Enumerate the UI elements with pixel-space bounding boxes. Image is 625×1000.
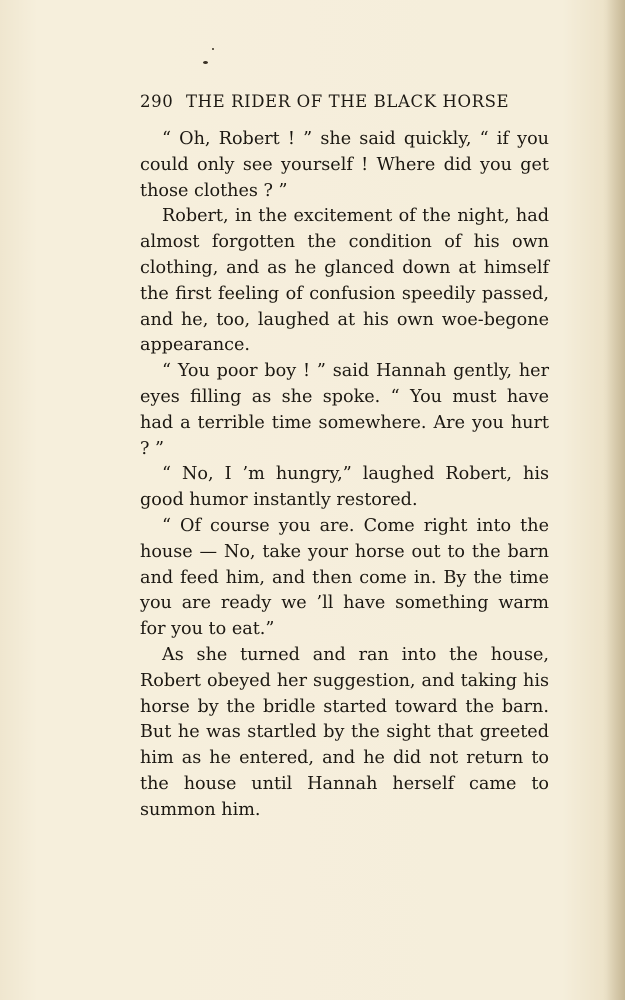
page-edge-shadow bbox=[603, 0, 625, 1000]
paragraph: “ Of course you are. Come right into the house — No, take your horse out to the barn and feed him, and then come in. By the time you are ready we ’ll have something warm for you to eat.” bbox=[140, 515, 549, 640]
paragraph: “ No, I ’m hungry,” laughed Robert, his good humor instantly restored. bbox=[140, 464, 549, 511]
paragraph: “ You poor boy ! ” said Hannah gently, her eyes filling as she spoke. “ You must have had a terrible time somewhere. Are you hurt ? ” bbox=[140, 361, 549, 459]
ink-speck bbox=[212, 48, 214, 50]
paragraph: “ Oh, Robert ! ” she said quickly, “ if you could only see yourself ! Where did you get those clothes ? ” bbox=[140, 129, 549, 201]
page-number: 290 bbox=[140, 92, 174, 111]
running-title: THE RIDER OF THE BLACK HORSE bbox=[186, 92, 510, 111]
body-text bbox=[140, 127, 549, 824]
running-header bbox=[140, 92, 550, 118]
paragraph: Robert, in the excitement of the night, had almost forgotten the condition of his own clothing, and as he glanced down at himself the first feeling of confusion speedily passed, and he, too, laughed at his own woe-begone appearance. bbox=[140, 206, 549, 356]
ink-speck bbox=[203, 61, 208, 64]
paragraph: As she turned and ran into the house, Robert obeyed her suggestion, and taking his horse by the bridle started toward the barn. But he was startled by the sight that greeted him as he entered, and he did not return to the house until Hannah herself came to summon him. bbox=[140, 644, 549, 820]
